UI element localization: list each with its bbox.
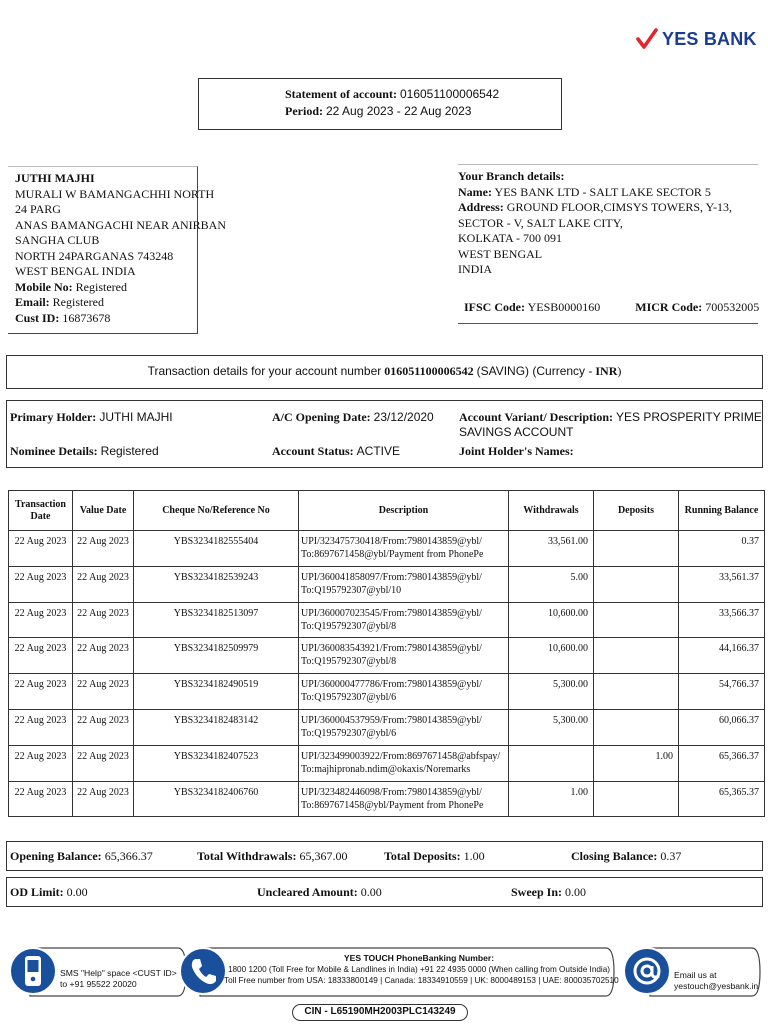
opening-date: 23/12/2020 <box>373 410 434 424</box>
customer-address-line: ANAS BAMANGACHI NEAR ANIRBAN <box>15 217 227 232</box>
statement-period: 22 Aug 2023 - 22 Aug 2023 <box>326 104 472 118</box>
withdrawal-cell: 5,300.00 <box>509 674 594 710</box>
transactions-table <box>8 490 765 817</box>
value-date-cell: 22 Aug 2023 <box>73 781 134 817</box>
reference-cell: YBS3234182513097 <box>134 602 299 638</box>
primary-holder: JUTHI MAJHI <box>99 410 173 424</box>
withdrawal-cell: 10,600.00 <box>509 602 594 638</box>
table-row <box>9 709 765 745</box>
reference-cell: YBS3234182539243 <box>134 566 299 602</box>
closing-balance: 0.37 <box>660 849 682 863</box>
description-cell: UPI/360083543921/From:7980143859@ybl/ To:Q195792307@ybl/8 <box>299 638 509 674</box>
account-status: ACTIVE <box>356 444 401 458</box>
description-cell: UPI/360007023545/From:7980143859@ybl/ To:Q195792307@ybl/8 <box>299 602 509 638</box>
description-cell: UPI/323482446098/From:7980143859@ybl/ To:8697671458@ybl/Payment from PhonePe <box>299 781 509 817</box>
reference-cell: YBS3234182406760 <box>134 781 299 817</box>
micr-label: MICR Code: <box>635 300 703 314</box>
statement-account-number: 016051100006542 <box>399 87 500 101</box>
balance-cell: 33,561.37 <box>679 566 765 602</box>
sweep-in: 0.00 <box>565 885 587 899</box>
value-date-cell: 22 Aug 2023 <box>73 566 134 602</box>
description-cell: UPI/323475730418/From:7980143859@ybl/ To:8697671458@ybl/Payment from PhonePe <box>299 531 509 567</box>
variant-label: Account Variant/ Description: <box>459 410 613 424</box>
primary-holder-label: Primary Holder: <box>10 410 97 424</box>
txn-date-cell: 22 Aug 2023 <box>9 781 73 817</box>
balance-cell: 54,766.37 <box>679 674 765 710</box>
deposit-cell <box>594 709 679 745</box>
account-info-box <box>6 400 763 468</box>
ifsc-code: YESB0000160 <box>527 300 601 314</box>
nominee-details: Registered <box>100 444 159 458</box>
nominee-label: Nominee Details: <box>10 444 98 458</box>
statement-account-line <box>285 86 561 103</box>
value-date-cell: 22 Aug 2023 <box>73 531 134 567</box>
reference-cell: YBS3234182509979 <box>134 638 299 674</box>
customer-name: JUTHI MAJHI <box>15 171 95 185</box>
table-row <box>9 674 765 710</box>
withdrawal-cell: 5,300.00 <box>509 709 594 745</box>
reference-cell: YBS3234182490519 <box>134 674 299 710</box>
deposit-cell <box>594 674 679 710</box>
customer-address-line: NORTH 24PARGANAS 743248 <box>15 248 174 263</box>
header-cheque-ref: Cheque No/Reference No <box>134 491 299 531</box>
customer-email: Registered <box>52 295 104 309</box>
deposit-cell <box>594 781 679 817</box>
branch-codes <box>464 300 759 315</box>
balance-cell: 65,365.37 <box>679 781 765 817</box>
email-contact-text: Email us at yestouch@yesbank.in <box>674 970 759 991</box>
balance-cell: 44,166.37 <box>679 638 765 674</box>
email-label: Email: <box>15 295 50 309</box>
opening-balance: 65,366.37 <box>104 849 153 863</box>
table-row <box>9 638 765 674</box>
table-row <box>9 602 765 638</box>
table-row <box>9 781 765 817</box>
period-label: Period: <box>285 104 323 118</box>
total-deposits-label: Total Deposits: <box>384 849 461 863</box>
txn-bar-middle: (SAVING) (Currency - <box>476 364 593 378</box>
branch-heading: Your Branch details: <box>458 169 565 183</box>
txn-bar-suffix: ) <box>617 364 622 378</box>
branch-bottom-divider <box>458 323 758 324</box>
balance-summary <box>6 841 763 871</box>
sweep-in-label: Sweep In: <box>511 885 563 899</box>
balance-cell: 0.37 <box>679 531 765 567</box>
description-cell: UPI/360000477786/From:7980143859@ybl/ To:Q195792307@ybl/6 <box>299 674 509 710</box>
branch-address-line: INDIA <box>458 262 492 276</box>
reference-cell: YBS3234182407523 <box>134 745 299 781</box>
table-header-row <box>9 491 765 531</box>
branch-address-line: WEST BENGAL <box>458 246 543 261</box>
od-limit: 0.00 <box>66 885 88 899</box>
header-description: Description <box>299 491 509 531</box>
limits-summary <box>6 877 763 907</box>
checkmark-icon <box>636 27 658 51</box>
table-row <box>9 531 765 567</box>
deposit-cell <box>594 531 679 567</box>
uncleared-amount: 0.00 <box>360 885 382 899</box>
micr-code: 700532005 <box>705 300 760 314</box>
branch-address-label: Address: <box>458 200 504 214</box>
withdrawal-cell: 1.00 <box>509 781 594 817</box>
txn-date-cell: 22 Aug 2023 <box>9 531 73 567</box>
customer-address-line: 24 PARG <box>15 202 61 216</box>
sms-mobile-icon <box>8 946 58 996</box>
branch-name-label: Name: <box>458 184 492 199</box>
withdrawal-cell <box>509 745 594 781</box>
uncleared-amount-label: Uncleared Amount: <box>257 885 358 899</box>
customer-address-line: MURALI W BAMANGACHHI NORTH <box>15 186 215 201</box>
txn-date-cell: 22 Aug 2023 <box>9 566 73 602</box>
txn-date-cell: 22 Aug 2023 <box>9 709 73 745</box>
customer-address-line: WEST BENGAL INDIA <box>15 264 136 278</box>
withdrawal-cell: 10,600.00 <box>509 638 594 674</box>
statement-period-line <box>285 103 561 120</box>
branch-address-line: GROUND FLOOR,CIMSYS TOWERS, Y-13, <box>506 200 732 214</box>
mobile-label: Mobile No: <box>15 279 73 294</box>
description-cell: UPI/360041858097/From:7980143859@ybl/ To:Q195792307@ybl/10 <box>299 566 509 602</box>
customer-id: 16873678 <box>62 310 111 325</box>
value-date-cell: 22 Aug 2023 <box>73 602 134 638</box>
phone-icon <box>178 946 228 996</box>
withdrawal-cell: 5.00 <box>509 566 594 602</box>
value-date-cell: 22 Aug 2023 <box>73 745 134 781</box>
closing-balance-label: Closing Balance: <box>571 849 658 863</box>
branch-name: YES BANK LTD - SALT LAKE SECTOR 5 <box>494 184 711 199</box>
branch-top-divider <box>458 164 758 165</box>
email-at-icon <box>622 946 672 996</box>
header-running-balance: Running Balance <box>679 491 765 531</box>
od-limit-label: OD Limit: <box>10 885 64 899</box>
txn-bar-account: 016051100006542 <box>384 364 474 378</box>
txn-bar-currency: INR <box>595 364 618 378</box>
header-value-date: Value Date <box>73 491 134 531</box>
total-withdrawals: 65,367.00 <box>299 849 348 863</box>
account-variant: YES PROSPERITY PRIME <box>616 410 762 424</box>
sms-help-text: SMS "Help" space <CUST ID> to +91 95522 20020 <box>60 968 177 989</box>
account-variant-line2: SAVINGS ACCOUNT <box>459 425 574 439</box>
statement-header-box <box>198 78 562 130</box>
table-row <box>9 745 765 781</box>
deposit-cell <box>594 566 679 602</box>
balance-cell: 33,566.37 <box>679 602 765 638</box>
reference-cell: YBS3234182483142 <box>134 709 299 745</box>
header-withdrawals: Withdrawals <box>509 491 594 531</box>
opening-balance-label: Opening Balance: <box>10 849 102 863</box>
txn-date-cell: 22 Aug 2023 <box>9 745 73 781</box>
txn-date-cell: 22 Aug 2023 <box>9 602 73 638</box>
branch-details <box>458 169 758 278</box>
transactions-body <box>9 531 765 817</box>
txn-date-cell: 22 Aug 2023 <box>9 638 73 674</box>
deposit-cell <box>594 638 679 674</box>
withdrawal-cell: 33,561.00 <box>509 531 594 567</box>
balance-cell: 60,066.37 <box>679 709 765 745</box>
header-deposits: Deposits <box>594 491 679 531</box>
txn-bar-prefix: Transaction details for your account number <box>147 364 382 378</box>
phonebanking-text: YES TOUCH PhoneBanking Number: 1800 1200 (Toll Free for Mobile & Landlines in India) +91 22 4935 0000 (When calling from Outside India) Toll Free number from USA: 18333800149 | Canada: 18334910559 | UK: 8000489153 | UAE: 800035702510 <box>224 953 619 985</box>
value-date-cell: 22 Aug 2023 <box>73 709 134 745</box>
txn-date-cell: 22 Aug 2023 <box>9 674 73 710</box>
joint-holder-label: Joint Holder's Names: <box>459 444 574 458</box>
value-date-cell: 22 Aug 2023 <box>73 638 134 674</box>
transaction-details-bar <box>6 355 763 389</box>
reference-cell: YBS3234182555404 <box>134 531 299 567</box>
value-date-cell: 22 Aug 2023 <box>73 674 134 710</box>
branch-address-line: KOLKATA - 700 091 <box>458 231 563 245</box>
cust-id-label: Cust ID: <box>15 310 60 325</box>
table-row <box>9 566 765 602</box>
branch-address-line: SECTOR - V, SALT LAKE CITY, <box>458 215 623 230</box>
description-cell: UPI/360004537959/From:7980143859@ybl/ To:Q195792307@ybl/6 <box>299 709 509 745</box>
status-label: Account Status: <box>272 444 354 458</box>
yes-bank-logo <box>636 26 757 52</box>
deposit-cell <box>594 602 679 638</box>
bank-name: YES BANK <box>662 28 757 49</box>
ifsc-label: IFSC Code: <box>464 300 526 314</box>
balance-cell: 65,366.37 <box>679 745 765 781</box>
description-cell: UPI/323499003922/From:8697671458@abfspay/ To:majhipronab.ndim@okaxis/Noremarks <box>299 745 509 781</box>
statement-label: Statement of account: <box>285 87 397 101</box>
total-deposits: 1.00 <box>463 849 485 863</box>
header-transaction-date: Transaction Date <box>9 491 73 531</box>
customer-mobile: Registered <box>75 279 127 294</box>
cin-number: CIN - L65190MH2003PLC143249 <box>292 1004 468 1021</box>
customer-details <box>8 166 227 334</box>
deposit-cell: 1.00 <box>594 745 679 781</box>
total-withdrawals-label: Total Withdrawals: <box>197 849 297 863</box>
customer-address-line: SANGHA CLUB <box>15 233 100 247</box>
opening-date-label: A/C Opening Date: <box>272 410 371 424</box>
